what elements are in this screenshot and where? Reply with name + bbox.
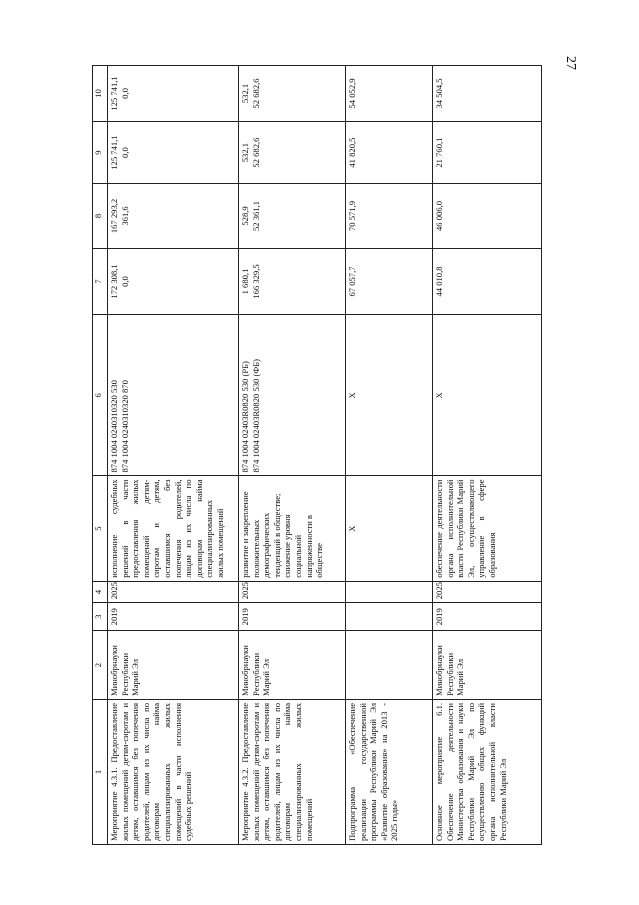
executor: Минобрнауки Республики Марий Эл xyxy=(433,631,542,700)
amount-col10: 34 504,5 xyxy=(433,66,542,122)
end-year: 2025 xyxy=(433,581,542,602)
amount-col9: 125 741,1 0,0 xyxy=(108,121,239,183)
col-header-6: 6 xyxy=(93,315,108,476)
executor: Минобрнауки Республики Марий Эл xyxy=(108,631,239,700)
table-row xyxy=(239,66,346,845)
start-year: 2019 xyxy=(433,603,542,631)
table-row xyxy=(108,66,239,845)
col-header-1: 1 xyxy=(93,699,108,844)
amount-col10: 125 741,1 0,0 xyxy=(108,66,239,122)
amount-col7: 172 308,1 0,0 xyxy=(108,248,239,315)
amount-col8: 70 571,9 xyxy=(346,184,433,248)
measure-name: Мероприятие 4.3.2. Предоставление жилых помещений детям-сиротам и детям, оставшимся без попечения родителей, лицам из их числа по договорам найма специализированных жилых помещений xyxy=(239,699,346,844)
page-number: 27 xyxy=(563,56,578,70)
amount-col9: 21 760,1 xyxy=(433,121,542,183)
amount-col9: 41 820,5 xyxy=(346,121,433,183)
start-year: 2019 xyxy=(108,603,239,631)
rotated-table-container xyxy=(92,65,639,845)
measure-name: Основное мероприятие 6.1. Обеспечение деятельности Министерства образования и науки Республики Марий Эл по осуществлению общих функций органа исполнительной власти Республики Марий Эл xyxy=(433,699,542,844)
amount-col7: 67 057,7 xyxy=(346,248,433,315)
end-year xyxy=(346,581,433,602)
budget-code: 874 1004 02403R0820 530 (РБ) 874 1004 02403R0820 530 (ФБ) xyxy=(239,315,346,476)
col-header-4: 4 xyxy=(93,581,108,602)
amount-col8: 167 293,2 361,6 xyxy=(108,184,239,248)
amount-col8: 528,9 52 361,1 xyxy=(239,184,346,248)
expected-result: исполнение судебных решений в части предоставления жилых помещений детям-сиротам и детям, оставшимся без попечения родителей, лицам из их числа по договорам найма специализированных жилых помещений xyxy=(108,476,239,581)
budget-code: X xyxy=(346,315,433,476)
col-header-5: 5 xyxy=(93,476,108,581)
col-header-7: 7 xyxy=(93,248,108,315)
start-year xyxy=(346,603,433,631)
amount-col7: 44 010,8 xyxy=(433,248,542,315)
header-row xyxy=(93,66,108,845)
executor xyxy=(346,631,433,700)
expected-result: обеспечение деятельности органа исполнительной власти Республики Марий Эл, осуществляющего управление в сфере образования xyxy=(433,476,542,581)
amount-col10: 54 052,9 xyxy=(346,66,433,122)
end-year: 2025 xyxy=(108,581,239,602)
col-header-3: 3 xyxy=(93,603,108,631)
expected-result: развитие и закрепление положительных демографических тенденций в обществе; снижение уровня социальной напряженности в обществе xyxy=(239,476,346,581)
budget-table xyxy=(92,65,542,845)
table-row xyxy=(433,66,542,845)
col-header-9: 9 xyxy=(93,121,108,183)
executor: Минобрнауки Республики Марий Эл xyxy=(239,631,346,700)
col-header-10: 10 xyxy=(93,66,108,122)
budget-code: 874 1004 0240310320 530 874 1004 0240310320 870 xyxy=(108,315,239,476)
measure-name: Мероприятие 4.3.1. Предоставление жилых помещений детям-сиротам и детям, оставшимся без попечения родителей, лицам из их числа по договорам найма специализированных жилых помещений в части исполнения судебных решений xyxy=(108,699,239,844)
amount-col7: 1 680,1 166 329,5 xyxy=(239,248,346,315)
table-row xyxy=(346,66,433,845)
amount-col10: 532,1 52 682,6 xyxy=(239,66,346,122)
col-header-8: 8 xyxy=(93,184,108,248)
start-year: 2019 xyxy=(239,603,346,631)
amount-col8: 46 006,0 xyxy=(433,184,542,248)
col-header-2: 2 xyxy=(93,631,108,700)
budget-code: X xyxy=(433,315,542,476)
amount-col9: 532,1 52 682,6 xyxy=(239,121,346,183)
measure-name: Подпрограмма «Обеспечение реализации государственной программы Республики Марий Эл «Развитие образования» на 2013 - 2025 годы» xyxy=(346,699,433,844)
expected-result: X xyxy=(346,476,433,581)
end-year: 2025 xyxy=(239,581,346,602)
